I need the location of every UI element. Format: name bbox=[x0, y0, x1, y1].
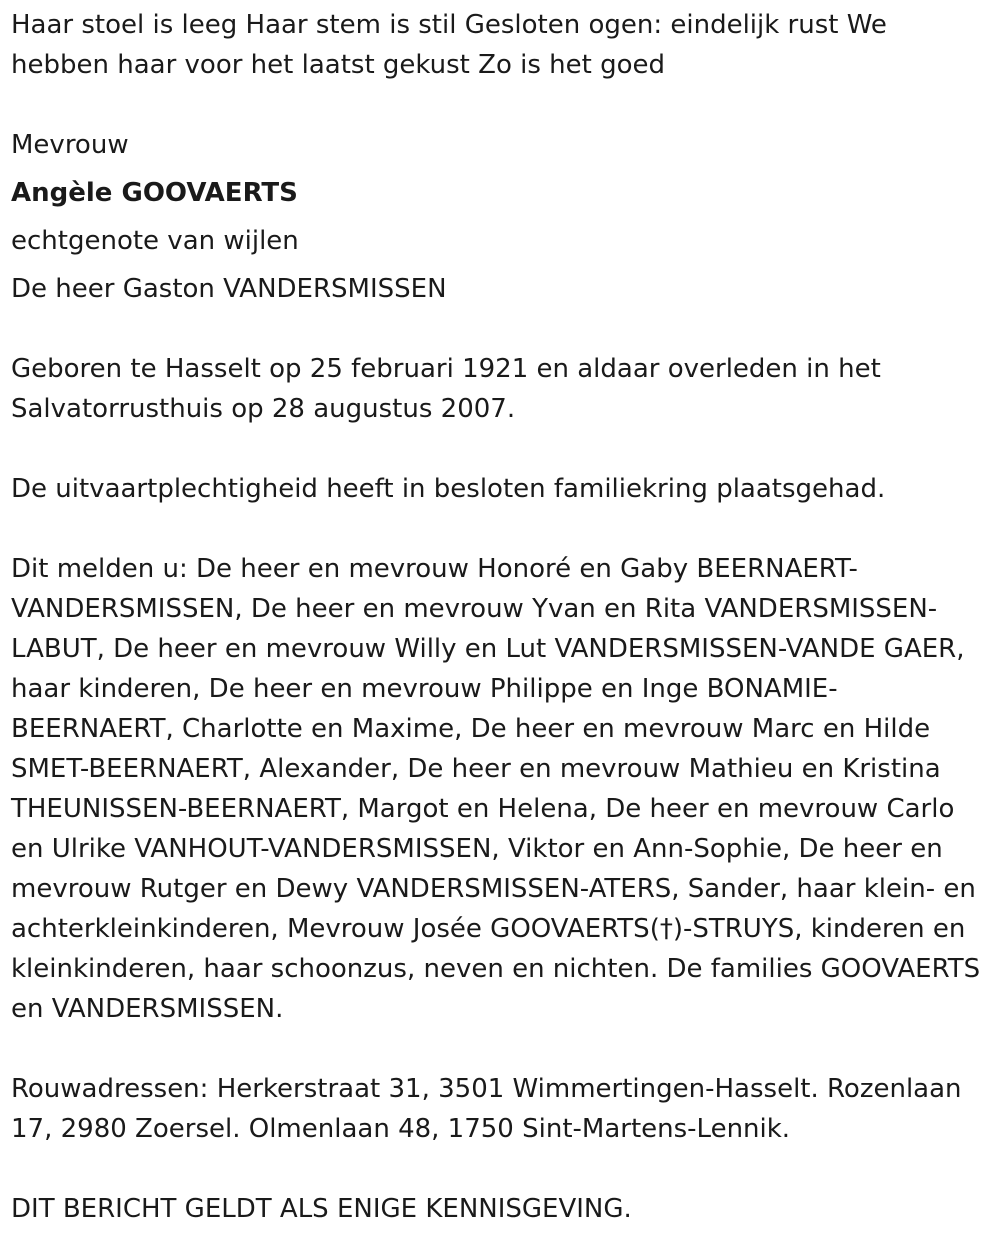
spacer bbox=[11, 1029, 988, 1069]
relation-text: echtgenote van wijlen bbox=[11, 226, 299, 256]
poem-text: Haar stoel is leeg Haar stem is stil Gesloten ogen: eindelijk rust We hebben haar voor het laatst gekust Zo is het goed bbox=[11, 10, 887, 80]
notice-text: DIT BERICHT GELDT ALS ENIGE KENNISGEVING. bbox=[11, 1194, 632, 1224]
spacer bbox=[11, 85, 988, 125]
spacer bbox=[11, 429, 988, 469]
spacer bbox=[11, 1149, 988, 1189]
deceased-name: Angèle GOOVAERTS bbox=[11, 178, 298, 208]
spacer bbox=[11, 509, 988, 549]
mourning-addresses: Rouwadressen: Herkerstraat 31, 3501 Wimmertingen-Hasselt. Rozenlaan 17, 2980 Zoersel. Olmenlaan 48, 1750 Sint-Martens-Lennik. bbox=[11, 1074, 962, 1144]
birth-death-text: Geboren te Hasselt op 25 februari 1921 en aldaar overleden in het Salvatorrusthuis op 28 augustus 2007. bbox=[11, 354, 881, 424]
funeral-text: De uitvaartplechtigheid heeft in besloten familiekring plaatsgehad. bbox=[11, 474, 886, 504]
salutation: Mevrouw bbox=[11, 130, 129, 160]
family-announcement: Dit melden u: De heer en mevrouw Honoré en Gaby BEERNAERT-VANDERSMISSEN, De heer en mevrouw Yvan en Rita VANDERSMISSEN-LABUT, De heer en mevrouw Willy en Lut VANDERSMISSEN-VANDE GAER, haar kinderen, De heer en mevrouw Philippe en Inge BONAMIE-BEERNAERT, Charlotte en Maxime, De heer en mevrouw Marc en Hilde SMET-BEERNAERT, Alexander, De heer en mevrouw Mathieu en Kristina THEUNISSEN-BEERNAERT, Margot en Helena, De heer en mevrouw Carlo en Ulrike VANHOUT-VANDERSMISSEN, Viktor en Ann-Sophie, De heer en mevrouw Rutger en Dewy VANDERSMISSEN-ATERS, Sander, haar klein- en achterkleinkinderen, Mevrouw Josée GOOVAERTS(†)-STRUYS, kinderen en kleinkinderen, haar schoonzus, neven en nichten. De families GOOVAERTS en VANDERSMISSEN. bbox=[11, 554, 981, 1024]
spacer bbox=[11, 309, 988, 349]
spouse-name: De heer Gaston VANDERSMISSEN bbox=[11, 274, 447, 304]
